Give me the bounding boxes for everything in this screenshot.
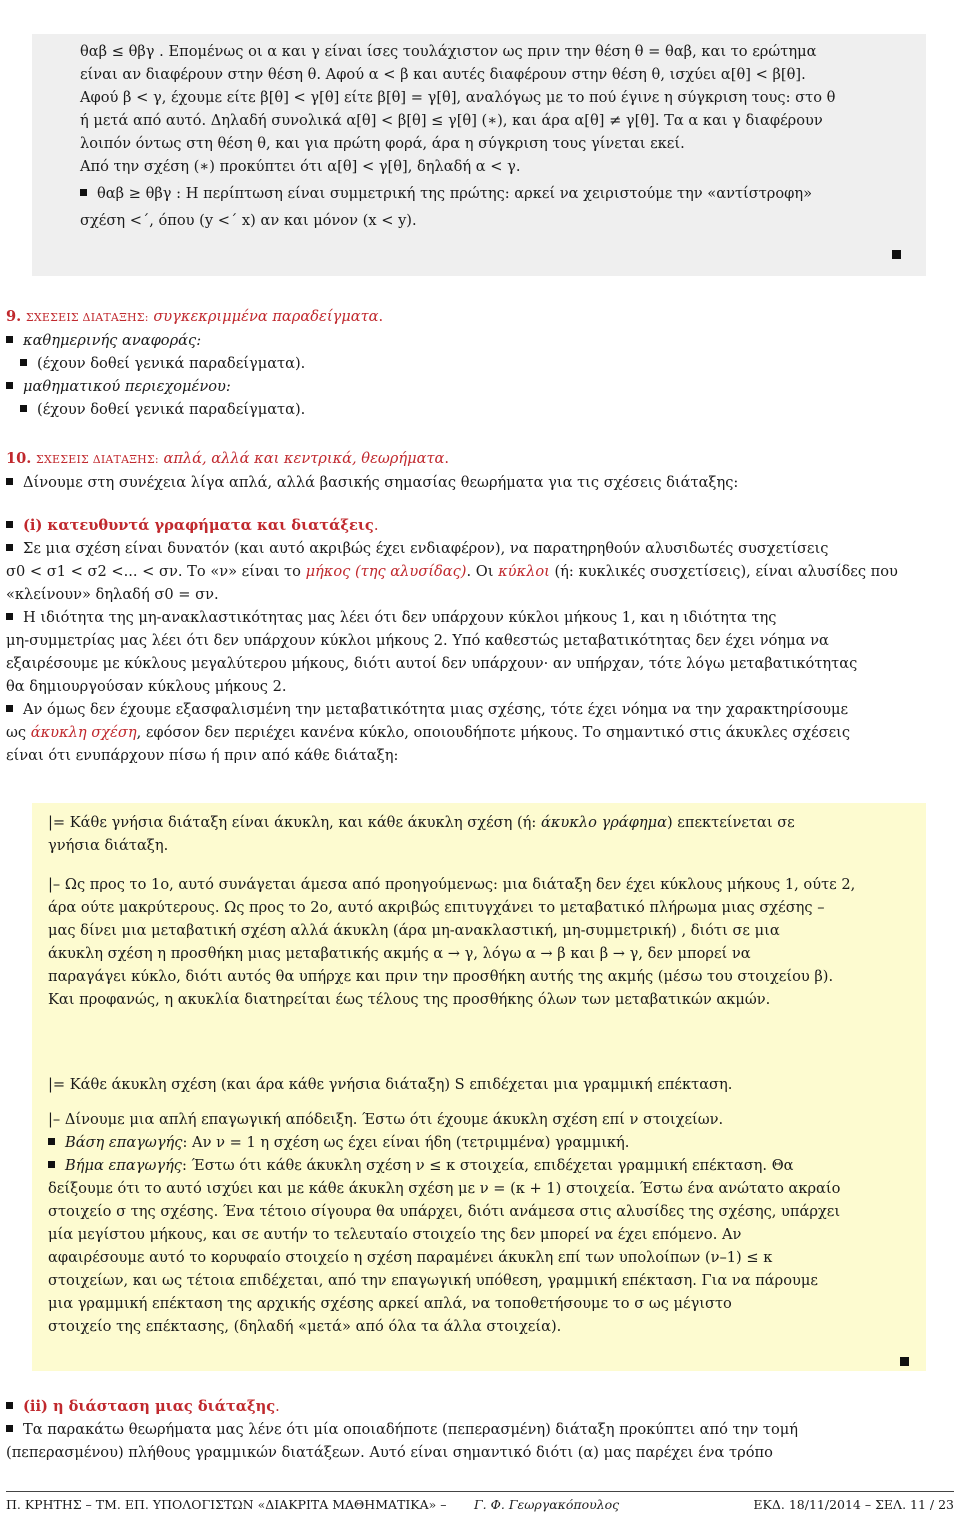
case-bullet-text: θαβ ≥ θβγ : Η περίπτωση είναι συμμετρική της πρώτης: αρκεί να χειριστούμε την «αντίστροφη» — [97, 185, 813, 202]
bullet-icon — [6, 382, 13, 389]
theorem-1-proof-line-2: άρα ούτε μακρύτερους. Ως προς το 2ο, αυτό ακριβώς επιτυγχάνει το μεταβατικό πλήρωμα μιας σχέσης – — [48, 899, 825, 916]
paragraph-chains-line-1: Σε μια σχέση είναι δυνατόν (και αυτό ακριβώς έχει ενδιαφέρον), να παρατηρηθούν αλυσιδωτές συσχετίσεις — [6, 537, 954, 560]
footer-course: Π. ΚΡΗΤΗΣ – ΤΜ. ΕΠ. ΥΠΟΛΟΓΙΣΤΩΝ «ΔΙΑΚΡΙΤΑ ΜΑΘΗΜΑΤΙΚΑ» – — [6, 1497, 447, 1512]
section-10-intro: Δίνουμε στη συνέχεια λίγα απλά, αλλά βασικής σημασίας θεωρήματα για τις σχέσεις διάταξης: — [6, 471, 954, 494]
end-of-proof-icon — [892, 250, 901, 259]
bullet-icon — [6, 336, 13, 343]
box-line-3: Αφού β < γ, έχουμε είτε β[θ] < γ[θ] είτε β[θ] = γ[θ], αναλόγως με το πού έγινε η σύγκριση τους: στο θ — [80, 89, 836, 106]
bullet-icon — [20, 405, 27, 412]
theorem-2-step-line-3: στοιχείο σ της σχέσης. Ένα τέτοιο σίγουρα θα υπάρχει, διότι ανάμεσα στις αλυσίδες της σχέσης, υπάρχει — [48, 1203, 841, 1220]
bullet-icon — [6, 521, 13, 528]
theorem-2-statement: |= Κάθε άκυκλη σχέση (και άρα κάθε γνήσια διάταξη) S επιδέχεται μια γραμμική επέκταση. — [48, 1076, 733, 1093]
theorem-2-step-line-5: αφαιρέσουμε αυτό το κορυφαίο στοιχείο η σχέση παραμένει άκυκλη επί των υπολοίπων (ν–1) ≤ κ — [48, 1249, 773, 1266]
theorem-1-proof-line-5: παραγάγει κύκλο, διότι αυτός θα υπήρχε και πριν την προσθήκη αυτής της ακμής (μέσω του στοιχείου β). — [48, 968, 834, 985]
theorem-2-base: Βάση επαγωγής: Αν ν = 1 η σχέση ως έχει είναι ήδη (τετριμμένα) γραμμική. — [48, 1131, 918, 1154]
theorem-1-box — [32, 803, 926, 1087]
section-9-item-1: καθημερινής αναφοράς: — [6, 329, 954, 352]
paragraph-chains-line-3: «κλείνουν» δηλαδή σ0 = σν. — [6, 586, 219, 603]
subsection-ii-line-1: Τα παρακάτω θεωρήματα μας λένε ότι μία οποιαδήποτε (πεπερασμένη) διάταξη προκύπτει από την τομή — [6, 1418, 954, 1441]
section-9-heading: 9. ΣΧΕΣΕΙΣ ΔΙΑΤΑΞΗΣ: συγκεκριμμένα παραδείγματα. — [6, 308, 384, 325]
bullet-icon — [6, 478, 13, 485]
case-bullet — [80, 182, 918, 205]
theorem-2-step-line-4: μία μεγίστου μήκους, και σε αυτήν το τελευταίο στοιχείο της δεν μπορεί να έχει επόμενο. Αν — [48, 1226, 742, 1243]
theorem-2-step-line-6: στοιχείων, και ως τέτοια επιδέχεται, από την επαγωγική υπόθεση, γραμμική επέκταση. Για να πάρουμε — [48, 1272, 818, 1289]
theorem-1-statement-line-1: |= Κάθε γνήσια διάταξη είναι άκυκλη, και κάθε άκυκλη σχέση (ή: άκυκλο γράφημα) επεκτείνεται σε — [48, 814, 795, 831]
section-10-number: 10. — [6, 450, 32, 467]
section-9-caps: ΣΧΕΣΕΙΣ ΔΙΑΤΑΞΗΣ: — [25, 311, 149, 324]
bullet-icon — [6, 613, 13, 620]
subsection-i-heading: (i) κατευθυντά γραφήματα και διατάξεις. — [6, 514, 954, 537]
paragraph-acyclic-line-2: ως άκυκλη σχέση, εφόσον δεν περιέχει κανένα κύκλο, οποιουδήποτε μήκους. Το σημαντικό στις άκυκλες σχέσεις — [6, 724, 851, 741]
subsection-ii-line-2: (πεπερασμένου) πλήθους γραμμικών διατάξεων. Αυτό είναι σημαντικό διότι (α) μας παρέχει ένα τρόπο — [6, 1444, 773, 1461]
theorem-1-proof-line-6: Και προφανώς, η ακυκλία διατηρείται έως τέλους της προσθήκης όλων των μεταβατικών ακμών. — [48, 991, 771, 1008]
case-bullet-line-2: σχέση <΄, όπου (y <΄ x) αν και μόνον (x < y). — [80, 212, 417, 229]
theorem-2-step-line-1: Βήμα επαγωγής: Έστω ότι κάθε άκυκλη σχέση ν ≤ κ στοιχεία, επιδέχεται γραμμική επέκταση. Θα — [48, 1154, 918, 1177]
theorem-1-statement-line-2: γνήσια διάταξη. — [48, 837, 169, 854]
bullet-icon — [20, 359, 27, 366]
section-9-title: συγκεκριμμένα παραδείγματα — [153, 308, 379, 325]
end-of-proof-icon — [900, 1357, 909, 1366]
bullet-icon — [6, 544, 13, 551]
section-10-title: απλά, αλλά και κεντρικά, θεωρήματα — [163, 450, 445, 467]
paragraph-cycles-line-3: εξαιρέσουμε με κύκλους μεγαλύτερου μήκους, διότι αυτοί δεν υπάρχουν· αν υπήρχαν, τότε λόγω μεταβατικότητας — [6, 655, 858, 672]
theorem-1-proof-line-4: άκυκλη σχέση η προσθήκη μιας μεταβατικής ακμής α → γ, λόγω α → β και β → γ, δεν μπορεί να — [48, 945, 751, 962]
section-9-number: 9. — [6, 308, 22, 325]
box-line-6: Από την σχέση (∗) προκύπτει ότι α[θ] < γ[θ], δηλαδή α < γ. — [80, 158, 521, 175]
theorem-2-box — [32, 1065, 926, 1371]
theorem-2-proof-head: |– Δίνουμε μια απλή επαγωγική απόδειξη. Έστω ότι έχουμε άκυκλη σχέση επί ν στοιχείων. — [48, 1111, 724, 1128]
footer-author: Γ. Φ. Γεωργακόπουλος — [474, 1497, 620, 1512]
bullet-icon — [80, 189, 87, 196]
theorem-2-step-line-7: μια γραμμική επέκταση της αρχικής σχέσης αρκεί απλά, να τοποθετήσουμε το σ ως μέγιστο — [48, 1295, 732, 1312]
bullet-icon — [6, 1425, 13, 1432]
proof-continuation-box — [32, 34, 926, 276]
section-9-item-1-sub: (έχουν δοθεί γενικά παραδείγματα). — [6, 352, 954, 375]
subsection-ii-heading: (ii) η διάσταση μιας διάταξης. — [6, 1395, 954, 1418]
box-line-5: λοιπόν όντως στη θέση θ, και για πρώτη φορά, άρα η σύγκριση τους γίνεται εκεί. — [80, 135, 685, 152]
bullet-icon — [48, 1161, 55, 1168]
box-line-2: είναι αν διαφέρουν στην θέση θ. Αφού α < β και αυτές διαφέρουν στην θέση θ, ισχύει α[θ] < β[θ]. — [80, 66, 806, 83]
theorem-1-proof-line-3: μας δίνει μια μεταβατική σχέση αλλά άκυκλη (άρα μη-ανακλαστική, μη-συμμετρική) , διότι σε μια — [48, 922, 780, 939]
theorem-2-step-line-2: δείξουμε ότι το αυτό ισχύει και με κάθε άκυκλη σχέση με ν = (κ + 1) στοιχεία. Έστω ένα ανώτατο ακραίο — [48, 1180, 841, 1197]
section-9-item-2: μαθηματικού περιεχομένου: — [6, 375, 954, 398]
section-10-caps: ΣΧΕΣΕΙΣ ΔΙΑΤΑΞΗΣ: — [36, 453, 159, 466]
paragraph-chains-line-2: σ0 < σ1 < σ2 <... < σν. Το «ν» είναι το μήκος (της αλυσίδας). Οι κύκλοι (ή: κυκλικές συσχετίσεις), είναι αλυσίδες που — [6, 563, 898, 580]
page-footer — [6, 1491, 954, 1512]
bullet-icon — [48, 1138, 55, 1145]
section-9-item-2-sub: (έχουν δοθεί γενικά παραδείγματα). — [6, 398, 954, 421]
theorem-2-step-line-8: στοιχείο της επέκτασης, (δηλαδή «μετά» από όλα τα άλλα στοιχεία). — [48, 1318, 562, 1335]
paragraph-cycles-line-1: Η ιδιότητα της μη-ανακλαστικότητας μας λέει ότι δεν υπάρχουν κύκλοι μήκους 1, και η ιδιότητα της — [6, 606, 954, 629]
bullet-icon — [6, 1402, 13, 1409]
box-line-1: θαβ ≤ θβγ . Επομένως οι α και γ είναι ίσες τουλάχιστον ως πριν την θέση θ = θαβ, και το ερώτημα — [80, 43, 817, 60]
paragraph-cycles-line-2: μη-συμμετρίας μας λέει ότι δεν υπάρχουν κύκλοι μήκους 2. Υπό καθεστώς μεταβατικότητας δεν έχει νόημα να — [6, 632, 829, 649]
bullet-icon — [6, 705, 13, 712]
paragraph-acyclic-line-3: είναι ότι ενυπάρχουν πίσω ή πριν από κάθε διάταξη: — [6, 747, 399, 764]
paragraph-acyclic-line-1: Αν όμως δεν έχουμε εξασφαλισμένη την μεταβατικότητα μιας σχέσης, τότε έχει νόημα να την χαρακτηρίσουμε — [6, 698, 954, 721]
section-10-heading: 10. ΣΧΕΣΕΙΣ ΔΙΑΤΑΞΗΣ: απλά, αλλά και κεντρικά, θεωρήματα. — [6, 450, 450, 467]
section-10 — [6, 447, 954, 767]
theorem-1-proof-line-1: |– Ως προς το 1ο, αυτό συνάγεται άμεσα από προηγούμενως: μια διάταξη δεν έχει κύκλους μήκους 1, ούτε 2, — [48, 876, 856, 893]
subsection-ii — [6, 1395, 954, 1464]
footer-page-info: ΕΚΔ. 18/11/2014 – ΣΕΛ. 11 / 23 — [753, 1497, 954, 1512]
section-9 — [6, 305, 954, 421]
paragraph-cycles-line-4: θα δημιουργούσαν κύκλους μήκους 2. — [6, 678, 287, 695]
box-line-4: ή μετά από αυτό. Δηλαδή συνολικά α[θ] < β[θ] ≤ γ[θ] (∗), και άρα α[θ] ≠ γ[θ]. Τα α και γ διαφέρουν — [80, 112, 823, 129]
